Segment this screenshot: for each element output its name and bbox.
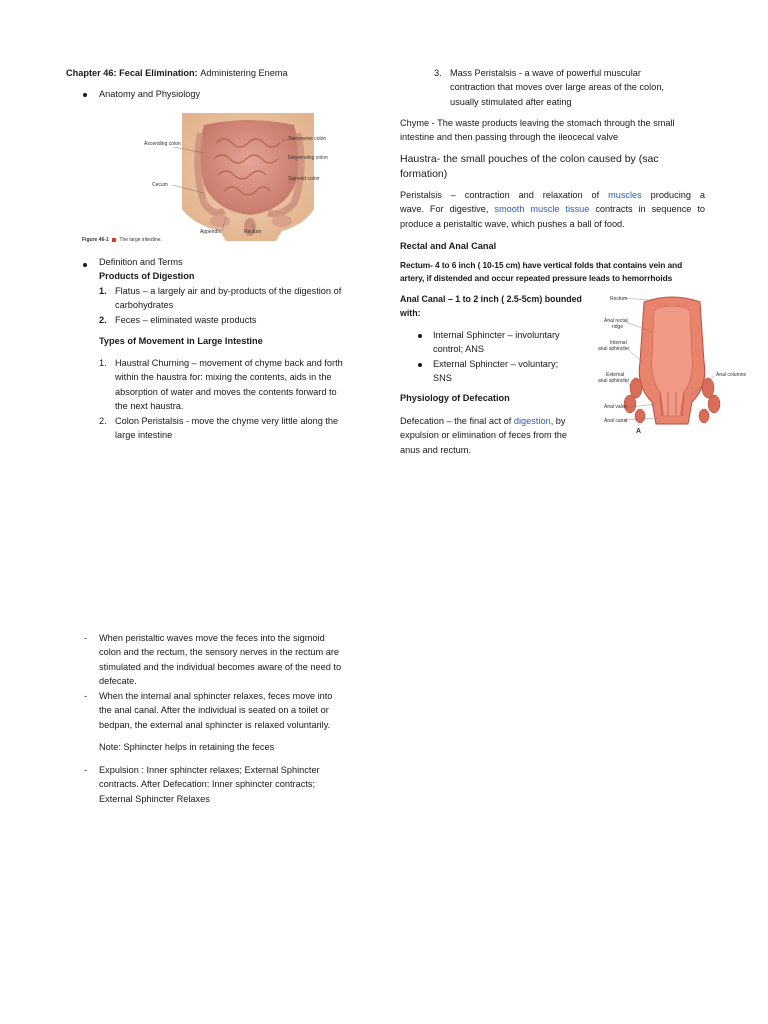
bullet-dot [418,334,422,338]
note2-line2: the anal canal. After the individual is seated on a toilet or [99,705,329,716]
products-heading: Products of Digestion [99,271,195,281]
smooth-muscle-link[interactable]: smooth muscle tissue [494,204,590,215]
movement-number-3: 3. [434,68,442,78]
dash-marker: - [84,633,88,643]
figure1-caption [82,237,162,244]
expulsion-line1: Expulsion : Inner sphincter relaxes; External Sphincter [99,765,320,775]
dash-marker: - [84,691,88,701]
expulsion-note [99,763,379,806]
defecation-line2: expulsion or elimination of feces from the [400,430,567,441]
movement-number-1: 1. [99,358,107,368]
defecation-line3: anus and rectum. [400,444,471,455]
movement-1-line1: Haustral Churning – movement of chyme back and forth [115,358,343,368]
movement-2-line2: large intestine [115,430,173,441]
defecation-definition [400,414,600,457]
movement-1-line2: within the haustra for: mixing the contents, aids in the [115,372,332,383]
label-internal-1: Internal [610,340,627,346]
peristalsis-pre: Peristalsis – contraction and relaxation of [400,190,609,200]
haustra-line1: - the small pouches of the colon caused by (sac [436,153,659,165]
haustra-definition [400,152,700,182]
bullet-dot [83,93,87,97]
large-intestine-figure [144,113,340,250]
movement-3-line1: Mass Peristalsis - a wave of powerful muscular [450,68,641,78]
note-internal-sphincter [99,689,379,732]
products-number-2: 2. [99,315,107,325]
anatomy-bullet: Anatomy and Physiology [99,89,201,99]
movement-3-line3: usually stimulated after eating [450,96,572,107]
defecation-post: , by [550,416,566,426]
bullet-dot [418,363,422,367]
sphincter-external-line1: External Sphincter – voluntary; [433,359,559,369]
haustra-line2: formation) [400,168,448,180]
note-peristaltic-waves [99,631,379,689]
label-anal-rectal-1: Anal rectal [604,318,628,324]
movement-item-1 [115,356,375,414]
label-anal-valve: Anal valve [604,404,628,410]
peristalsis-definition [400,188,705,231]
label-appendix: Appendix [200,229,221,235]
movement-item-3 [450,66,710,109]
figure2-letter: A [636,428,642,435]
sphincter-external-line2: SNS [433,373,452,384]
movement-1-line3: absorption of water and moves the contents forward to [115,386,337,397]
label-transverse-colon: Transverse colon [288,136,327,142]
sphincter-note: Note: Sphincter helps in retaining the feces [99,742,275,752]
types-heading: Types of Movement in Large Intestine [99,336,263,346]
label-descending-colon: Descending colon [288,155,328,161]
note2-line1: When the internal anal sphincter relaxes, feces move into [99,691,333,701]
expulsion-line2: contracts. After Defecation: Inner sphincter contracts; [99,779,316,790]
movement-2-line1: Colon Peristalsis - move the chyme very little along the [115,416,339,426]
chyme-line1: Chyme - The waste products leaving the stomach through the small [400,118,675,128]
rectal-heading: Rectal and Anal Canal [400,241,497,251]
anal-canal-line2: with: [400,307,421,318]
sphincter-internal-line1: Internal Sphincter – involuntary [433,330,560,340]
label-cecum: Cecum [152,182,168,188]
anal-canal-figure [596,292,748,435]
figure1-caption-number: Figure 46-1 [82,237,109,243]
muscles-link[interactable]: muscles [608,190,642,200]
definition-bullet: Definition and Terms [99,257,183,267]
peristalsis-line3: produce a peristaltic wave, which pushes a ball of food. [400,218,625,229]
dash-marker: - [84,765,88,775]
products-item-1-line2: carbohydrates [115,300,174,311]
note1-line3: stimulated and the individual becomes aware of the need to [99,661,342,672]
rectum-line2: artery, if distended and occur repeated pressure leads to hemorrhoids [400,273,673,283]
note1-line4: defecate. [99,676,137,687]
products-item-1 [115,284,375,313]
haustra-term: Haustra [400,153,437,165]
label-external-1: External [606,372,625,378]
sphincter-internal-line2: control; ANS [433,344,485,355]
movement-3-line2: contraction that moves over large areas of the colon, [450,82,664,93]
note2-line3: bedpan, the external anal sphincter is relaxed voluntarily. [99,719,331,730]
label-rectum-2: Rectum [610,296,628,302]
label-external-2: anal sphincter [598,378,630,384]
bullet-dot [83,263,87,267]
chyme-line2: intestine and then passing through the ileocecal valve [400,132,619,143]
movement-number-2: 2. [99,416,107,426]
peristalsis-line2-post: contracts in sequence to [589,204,705,215]
figure1-caption-text: The large intestine. [119,237,162,243]
movement-item-2 [115,414,375,443]
label-anal-rectal-2: ridge [612,324,624,330]
products-item-1-line1: Flatus – a largely air and by-products of the digestion of [115,286,342,296]
anal-canal-line1: Anal Canal – 1 to 2 inch ( 2.5-5cm) bounded [400,294,582,304]
label-anal-canal: Anal canal [604,418,628,424]
label-internal-2: anal sphincter [598,346,630,352]
expulsion-line3: External Sphincter Relaxes [99,793,210,804]
note1-line2: colon and the rectum, the sensory nerves in the rectum are [99,647,340,658]
chapter-title-bold: Chapter 46: Fecal Elimination: [66,68,201,78]
digestion-link[interactable]: digestion [513,416,551,426]
chapter-title [66,66,288,80]
note1-line1: When peristaltic waves move the feces into the sigmoid [99,633,325,643]
label-anal-columns: Anal columns [716,372,747,378]
products-number-1: 1. [99,286,107,296]
products-item-2: Feces – eliminated waste products [115,315,257,325]
chyme-definition [400,116,710,145]
label-ascending-colon: Ascending colon [144,141,181,147]
rectum-definition [400,259,720,285]
sphincter-internal [433,328,593,357]
rectum-line1: Rectum- 4 to 6 inch ( 10-15 cm) have vertical folds that contains vein and [400,260,683,270]
anal-canal-definition [400,293,590,320]
defecation-heading: Physiology of Defecation [400,393,510,403]
peristalsis-line2-pre: wave. For digestive, [400,204,495,215]
caption-square-icon [112,238,116,242]
defecation-pre: Defecation – the final act of [400,416,514,426]
peristalsis-post: producing a [641,190,705,200]
chapter-title-rest: Administering Enema [200,68,288,78]
sphincter-external [433,357,593,386]
label-sigmoid-colon: Sigmoid colon [288,176,320,182]
movement-1-line4: the next haustra. [115,401,184,412]
label-rectum: Rectum [244,229,262,235]
